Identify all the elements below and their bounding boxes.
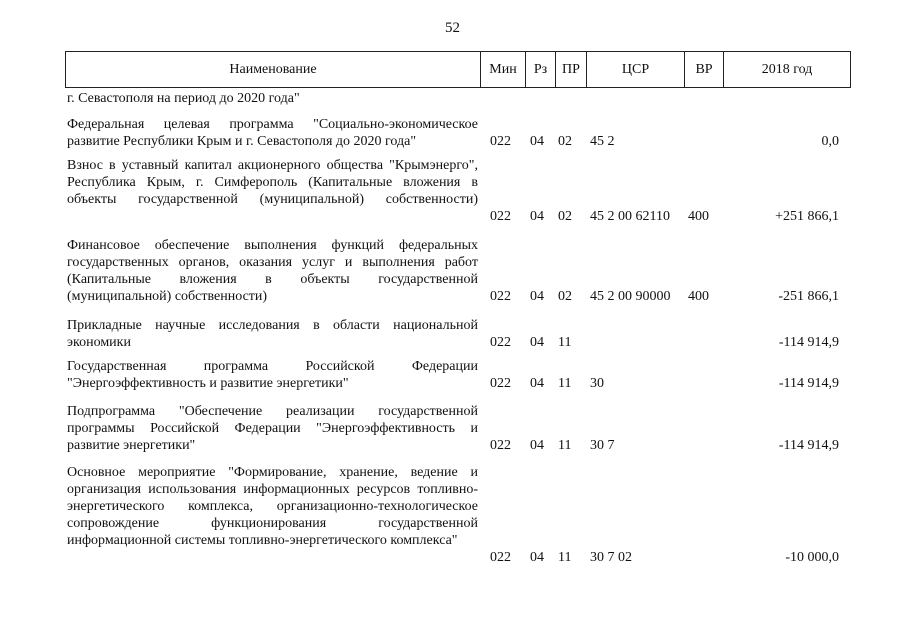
row-min: 022	[490, 376, 511, 391]
row-min: 022	[490, 335, 511, 350]
row-rz: 04	[530, 376, 544, 391]
row-pr: 02	[558, 134, 572, 149]
row-rz: 04	[530, 289, 544, 304]
row-csr: 45 2	[590, 134, 615, 149]
row-amount: -114 914,9	[778, 438, 839, 453]
header-pr: ПР	[562, 62, 580, 77]
row-name: Основное мероприятие "Формирование, хранение, ведение и организация использования информационных ресурсов топливно-энергетического комплекса, организационно-технологическое сопровождение функционирования государственной информационной системы топливно-энергетического комплекса"	[67, 465, 478, 548]
row-min: 022	[490, 438, 511, 453]
table-row	[0, 317, 905, 351]
row-pr: 02	[558, 209, 572, 224]
table-row	[0, 237, 905, 305]
row-vr: 400	[688, 209, 709, 224]
header-rz: Рз	[533, 62, 548, 77]
row-amount: +251 866,1	[775, 209, 839, 224]
row-pr: 11	[558, 438, 572, 453]
table-header	[65, 51, 851, 88]
row-rz: 04	[530, 335, 544, 350]
row-min: 022	[490, 134, 511, 149]
row-csr: 45 2 00 90000	[590, 289, 671, 304]
row-name: Федеральная целевая программа "Социально-экономическое развитие Республики Крым и г. Севастополя до 2020 года"	[67, 117, 478, 149]
row-amount: 0,0	[821, 134, 839, 149]
header-name: Наименование	[229, 62, 317, 77]
row-rz: 04	[530, 209, 544, 224]
table-row	[0, 358, 905, 392]
row-csr: 45 2 00 62110	[590, 209, 670, 224]
row-name: Подпрограмма "Обеспечение реализации государственной программы Российской Федерации "Энергоэффективность и развитие энергетики"	[67, 404, 478, 453]
row-name: Прикладные научные исследования в области национальной экономики	[67, 318, 478, 350]
row-csr: 30 7	[590, 438, 615, 453]
row-name: Финансовое обеспечение выполнения функций федеральных государственных органов, оказания услуг и выполнения работ (Капитальные вложения в объекты государственной (муниципальной) собственности)	[67, 238, 478, 304]
table-row	[0, 157, 905, 225]
row-name: г. Севастополя на период до 2020 года"	[67, 91, 300, 106]
table-row	[0, 116, 905, 150]
row-min: 022	[490, 550, 511, 565]
row-rz: 04	[530, 134, 544, 149]
table-row	[0, 464, 905, 566]
row-amount: -251 866,1	[778, 289, 839, 304]
row-csr: 30 7 02	[590, 550, 632, 565]
page-number: 52	[445, 20, 460, 36]
table-row	[0, 90, 905, 107]
row-csr: 30	[590, 376, 604, 391]
row-amount: -114 914,9	[778, 335, 839, 350]
row-pr: 11	[558, 550, 572, 565]
row-pr: 11	[558, 335, 572, 350]
row-amount: -114 914,9	[778, 376, 839, 391]
row-min: 022	[490, 209, 511, 224]
row-pr: 11	[558, 376, 572, 391]
table-row	[0, 403, 905, 454]
row-name: Взнос в уставный капитал акционерного общества "Крымэнерго", Республика Крым, г. Симферополь (Капитальные вложения в объекты государственной (муниципальной) собственности)	[67, 158, 478, 207]
header-csr: ЦСР	[621, 62, 650, 77]
header-vr: ВР	[695, 62, 713, 77]
row-rz: 04	[530, 438, 544, 453]
row-amount: -10 000,0	[785, 550, 839, 565]
row-name: Государственная программа Российской Федерации "Энергоэффективность и развитие энергетики"	[67, 359, 478, 391]
header-year: 2018 год	[761, 62, 813, 77]
header-min: Мин	[489, 62, 517, 77]
row-vr: 400	[688, 289, 709, 304]
row-pr: 02	[558, 289, 572, 304]
row-min: 022	[490, 289, 511, 304]
row-rz: 04	[530, 550, 544, 565]
